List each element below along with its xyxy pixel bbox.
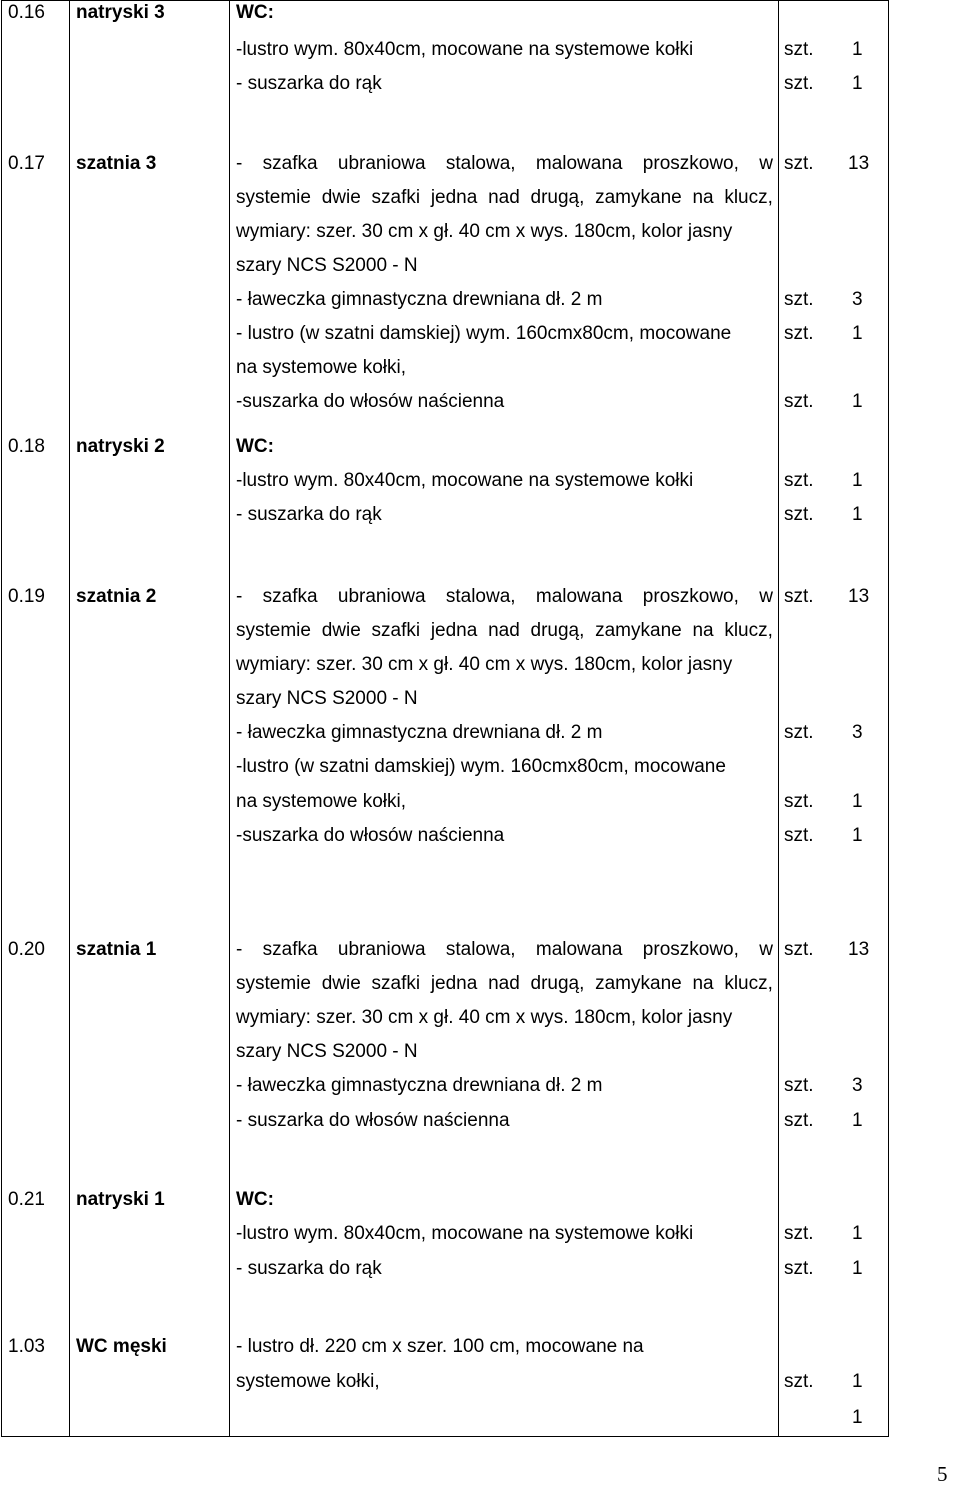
description-word: malowana (535, 939, 623, 960)
description-line: - ławeczka gimnastyczna drewniana dł. 2 m (236, 289, 603, 310)
quantity-value: 3 (852, 289, 863, 310)
quantity-value: 1 (852, 470, 863, 491)
description-word: drugą, (530, 973, 585, 994)
quantity-value: 3 (852, 1075, 863, 1096)
quantity-value: 1 (852, 39, 863, 60)
description-word: - (236, 939, 243, 960)
description-word: zamykane (595, 187, 682, 208)
room-name: WC męski (76, 1336, 167, 1357)
description-word: proszkowo, (642, 586, 739, 607)
description-word: zamykane (595, 620, 682, 641)
description-word: jedna (430, 187, 478, 208)
quantity-value: 13 (848, 586, 870, 607)
description-line: -suszarka do włosów naścienna (236, 825, 505, 846)
description-word: jedna (430, 973, 478, 994)
description-word: szafki (371, 187, 421, 208)
description-word: malowana (535, 586, 623, 607)
quantity-value: 3 (852, 722, 863, 743)
description-word: drugą, (530, 187, 585, 208)
description-word: drugą, (530, 620, 585, 641)
table-border-col2 (229, 0, 230, 1436)
description-word: ubraniowa (337, 586, 426, 607)
table-border-right (888, 0, 889, 1436)
description-word: klucz, (724, 973, 773, 994)
description-word: na (692, 973, 714, 994)
description-line: -suszarka do włosów naścienna (236, 391, 505, 412)
description-word: dwie (321, 973, 361, 994)
table-border-top (1, 0, 889, 1)
room-name: natryski 1 (76, 1189, 165, 1210)
unit-label: szt. (784, 39, 814, 60)
description-word: stalowa, (445, 153, 516, 174)
quantity-value: 1 (852, 504, 863, 525)
quantity-value: 1 (852, 323, 863, 344)
description-line: wymiary: szer. 30 cm x gł. 40 cm x wys. 180cm, kolor jasny (236, 654, 733, 675)
description-line: wymiary: szer. 30 cm x gł. 40 cm x wys. 180cm, kolor jasny (236, 1007, 733, 1028)
row-number: 0.17 (8, 153, 45, 174)
description-word: szafka (262, 939, 318, 960)
description-line: - lustro dł. 220 cm x szer. 100 cm, mocowane na (236, 1336, 644, 1357)
unit-label: szt. (784, 939, 814, 960)
quantity-value: 1 (852, 791, 863, 812)
unit-label: szt. (784, 289, 814, 310)
description-line: -lustro wym. 80x40cm, mocowane na systemowe kołki (236, 470, 694, 491)
description-word: systemie (236, 620, 311, 641)
room-name: natryski 2 (76, 436, 165, 457)
description-word: zamykane (595, 973, 682, 994)
description-word: na (692, 187, 714, 208)
description-line: na systemowe kołki, (236, 357, 407, 378)
description-word: szafki (371, 973, 421, 994)
description-line: WC: (236, 436, 274, 457)
table-border-col1 (69, 0, 70, 1436)
description-line (236, 586, 773, 608)
description-word: malowana (535, 153, 623, 174)
unit-label: szt. (784, 504, 814, 525)
quantity-value: 1 (852, 73, 863, 94)
description-line: - ławeczka gimnastyczna drewniana dł. 2 m (236, 722, 603, 743)
quantity-value: 1 (852, 1223, 863, 1244)
description-word: proszkowo, (642, 153, 739, 174)
description-word: nad (488, 620, 520, 641)
quantity-value: 13 (848, 153, 870, 174)
description-word: dwie (321, 620, 361, 641)
quantity-value: 1 (852, 1371, 863, 1392)
description-line: -lustro (w szatni damskiej) wym. 160cmx80cm, mocowane (236, 756, 726, 777)
unit-label: szt. (784, 470, 814, 491)
description-line: - suszarka do włosów naścienna (236, 1110, 510, 1131)
unit-label: szt. (784, 323, 814, 344)
unit-label: szt. (784, 586, 814, 607)
table-border-bottom (1, 1436, 889, 1437)
description-word: w (759, 586, 773, 607)
description-line: systemowe kołki, (236, 1371, 380, 1392)
unit-label: szt. (784, 722, 814, 743)
quantity-value: 13 (848, 939, 870, 960)
row-number: 0.20 (8, 939, 45, 960)
description-line (236, 187, 773, 209)
description-line: - lustro (w szatni damskiej) wym. 160cmx80cm, mocowane (236, 323, 732, 344)
description-line (236, 939, 773, 961)
quantity-value: 1 (852, 391, 863, 412)
description-word: - (236, 153, 243, 174)
description-line (236, 973, 773, 995)
unit-label: szt. (784, 73, 814, 94)
description-line: szary NCS S2000 - N (236, 688, 418, 709)
room-name: natryski 3 (76, 2, 165, 23)
description-line: - suszarka do rąk (236, 1258, 382, 1279)
description-line: - suszarka do rąk (236, 504, 382, 525)
description-word: szafka (262, 586, 318, 607)
row-number: 1.03 (8, 1336, 45, 1357)
description-word: dwie (321, 187, 361, 208)
description-word: nad (488, 187, 520, 208)
unit-label: szt. (784, 391, 814, 412)
unit-label: szt. (784, 825, 814, 846)
page-number: 5 (937, 1462, 948, 1486)
table-border-col3 (778, 0, 779, 1436)
description-word: stalowa, (445, 939, 516, 960)
row-number: 0.18 (8, 436, 45, 457)
description-word: systemie (236, 973, 311, 994)
description-word: stalowa, (445, 586, 516, 607)
description-line: szary NCS S2000 - N (236, 1041, 418, 1062)
unit-label: szt. (784, 1223, 814, 1244)
quantity-value: 1 (852, 1407, 863, 1428)
description-line: WC: (236, 1189, 274, 1210)
description-word: jedna (430, 620, 478, 641)
description-word: klucz, (724, 187, 773, 208)
description-word: szafka (262, 153, 318, 174)
description-line: WC: (236, 2, 274, 23)
description-line: na systemowe kołki, (236, 791, 407, 812)
row-number: 0.16 (8, 2, 45, 23)
quantity-value: 1 (852, 1110, 863, 1131)
room-name: szatnia 3 (76, 153, 157, 174)
description-word: szafki (371, 620, 421, 641)
unit-label: szt. (784, 1371, 814, 1392)
description-word: w (759, 939, 773, 960)
description-line: - suszarka do rąk (236, 73, 382, 94)
unit-label: szt. (784, 1075, 814, 1096)
description-word: ubraniowa (337, 939, 426, 960)
description-word: - (236, 586, 243, 607)
description-word: w (759, 153, 773, 174)
table-border-left (1, 0, 2, 1436)
description-line (236, 153, 773, 175)
description-word: na (692, 620, 714, 641)
description-line: - ławeczka gimnastyczna drewniana dł. 2 m (236, 1075, 603, 1096)
unit-label: szt. (784, 153, 814, 174)
unit-label: szt. (784, 1258, 814, 1279)
description-word: ubraniowa (337, 153, 426, 174)
quantity-value: 1 (852, 1258, 863, 1279)
description-line: wymiary: szer. 30 cm x gł. 40 cm x wys. 180cm, kolor jasny (236, 221, 733, 242)
row-number: 0.21 (8, 1189, 45, 1210)
description-word: klucz, (724, 620, 773, 641)
room-name: szatnia 1 (76, 939, 157, 960)
description-word: systemie (236, 187, 311, 208)
unit-label: szt. (784, 791, 814, 812)
description-line: -lustro wym. 80x40cm, mocowane na systemowe kołki (236, 39, 694, 60)
description-line: -lustro wym. 80x40cm, mocowane na systemowe kołki (236, 1223, 694, 1244)
description-word: proszkowo, (642, 939, 739, 960)
quantity-value: 1 (852, 825, 863, 846)
description-line (236, 620, 773, 642)
description-line: szary NCS S2000 - N (236, 255, 418, 276)
row-number: 0.19 (8, 586, 45, 607)
room-name: szatnia 2 (76, 586, 157, 607)
unit-label: szt. (784, 1110, 814, 1131)
description-word: nad (488, 973, 520, 994)
